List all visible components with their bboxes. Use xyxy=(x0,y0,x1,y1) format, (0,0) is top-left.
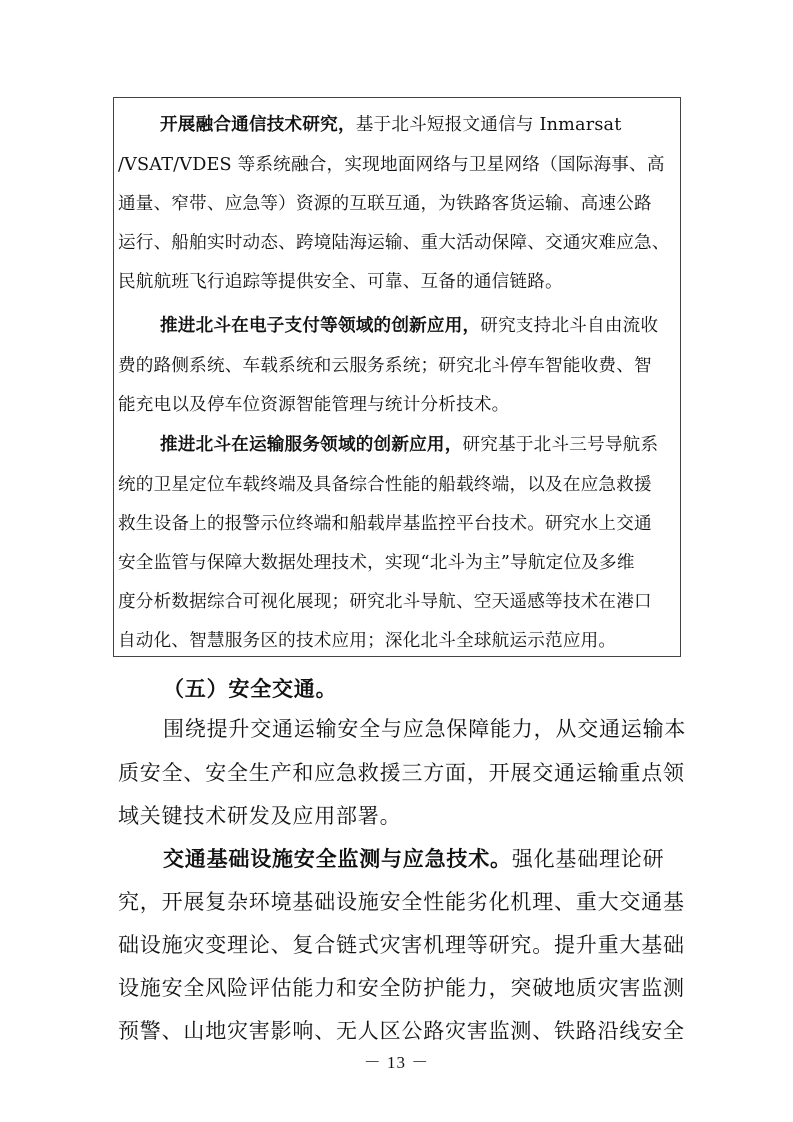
box-text-line: 通量、窄带、应急等）资源的互联互通，为铁路客货运输、高速公路 xyxy=(118,194,652,214)
box-paragraph-1-line-1: 开展融合通信技术研究，基于北斗短报文通信与 Inmarsat xyxy=(160,114,622,135)
box-text-line: 民航航班飞行追踪等提供安全、可靠、互备的通信链路。 xyxy=(118,272,563,292)
box-text-line: 运行、船舶实时动态、跨境陆海运输、重大活动保障、交通灾难应急、 xyxy=(118,233,670,253)
box-paragraph-2-line-1: 推进北斗在电子支付等领域的创新应用，研究支持北斗自由流收 xyxy=(160,315,659,336)
box-text-line: 安全监管与保障大数据处理技术，实现“北斗为主”导航定位及多维 xyxy=(118,553,635,573)
body-text-line: 设施安全风险评估能力和安全防护能力，突破地质灾害监测 xyxy=(118,976,685,1000)
box-text-line: 救生设备上的报警示位终端和船载岸基监控平台技术。研究水上交通 xyxy=(118,514,652,534)
body-text-line: 预警、山地灾害影响、无人区公路灾害监测、铁路沿线安全 xyxy=(118,1019,685,1043)
body-text-line: 质安全、安全生产和应急救援三方面，开展交通运输重点领 xyxy=(118,761,685,785)
box-text-line: 统的卫星定位车载终端及具备综合性能的船载终端，以及在应急救援 xyxy=(118,475,652,495)
body-text-line: 围绕提升交通运输安全与应急保障能力，从交通运输本 xyxy=(163,717,687,741)
box-paragraph-3-heading: 推进北斗在运输服务领域的创新应用， xyxy=(160,434,463,455)
body-text-line: 域关键技术研发及应用部署。 xyxy=(118,804,402,828)
box-text-line: 费的路侧系统、车载系统和云服务系统；研究北斗停车智能收费、智 xyxy=(118,356,652,376)
box-paragraph-1-heading: 开展融合通信技术研究， xyxy=(160,114,356,135)
body-text-line: 究，开展复杂环境基础设施安全性能劣化机理、重大交通基 xyxy=(118,890,685,914)
page-number: － 13 － xyxy=(363,1053,430,1072)
box-text-line: /VSAT/VDES 等系统融合，实现地面网络与卫星网络（国际海事、高 xyxy=(118,155,665,175)
box-text-line: 能充电以及停车位资源智能管理与统计分析技术。 xyxy=(118,395,510,415)
box-text-line: 度分析数据综合可视化展现；研究北斗导航、空天遥感等技术在港口 xyxy=(118,592,652,612)
box-paragraph-2-heading: 推进北斗在电子支付等领域的创新应用， xyxy=(160,315,481,336)
section-title: （五）安全交通。 xyxy=(163,676,338,701)
box-paragraph-3-line-1: 推进北斗在运输服务领域的创新应用，研究基于北斗三号导航系 xyxy=(160,434,659,455)
box-text-line: 自动化、智慧服务区的技术应用；深化北斗全球航运示范应用。 xyxy=(118,631,617,651)
body-text-line: 础设施灾变理论、复合链式灾害机理等研究。提升重大基础 xyxy=(118,933,685,957)
body-paragraph-4-line-1: 交通基础设施安全监测与应急技术。强化基础理论研 xyxy=(163,846,665,871)
body-paragraph-4-heading: 交通基础设施安全监测与应急技术。 xyxy=(163,846,512,871)
